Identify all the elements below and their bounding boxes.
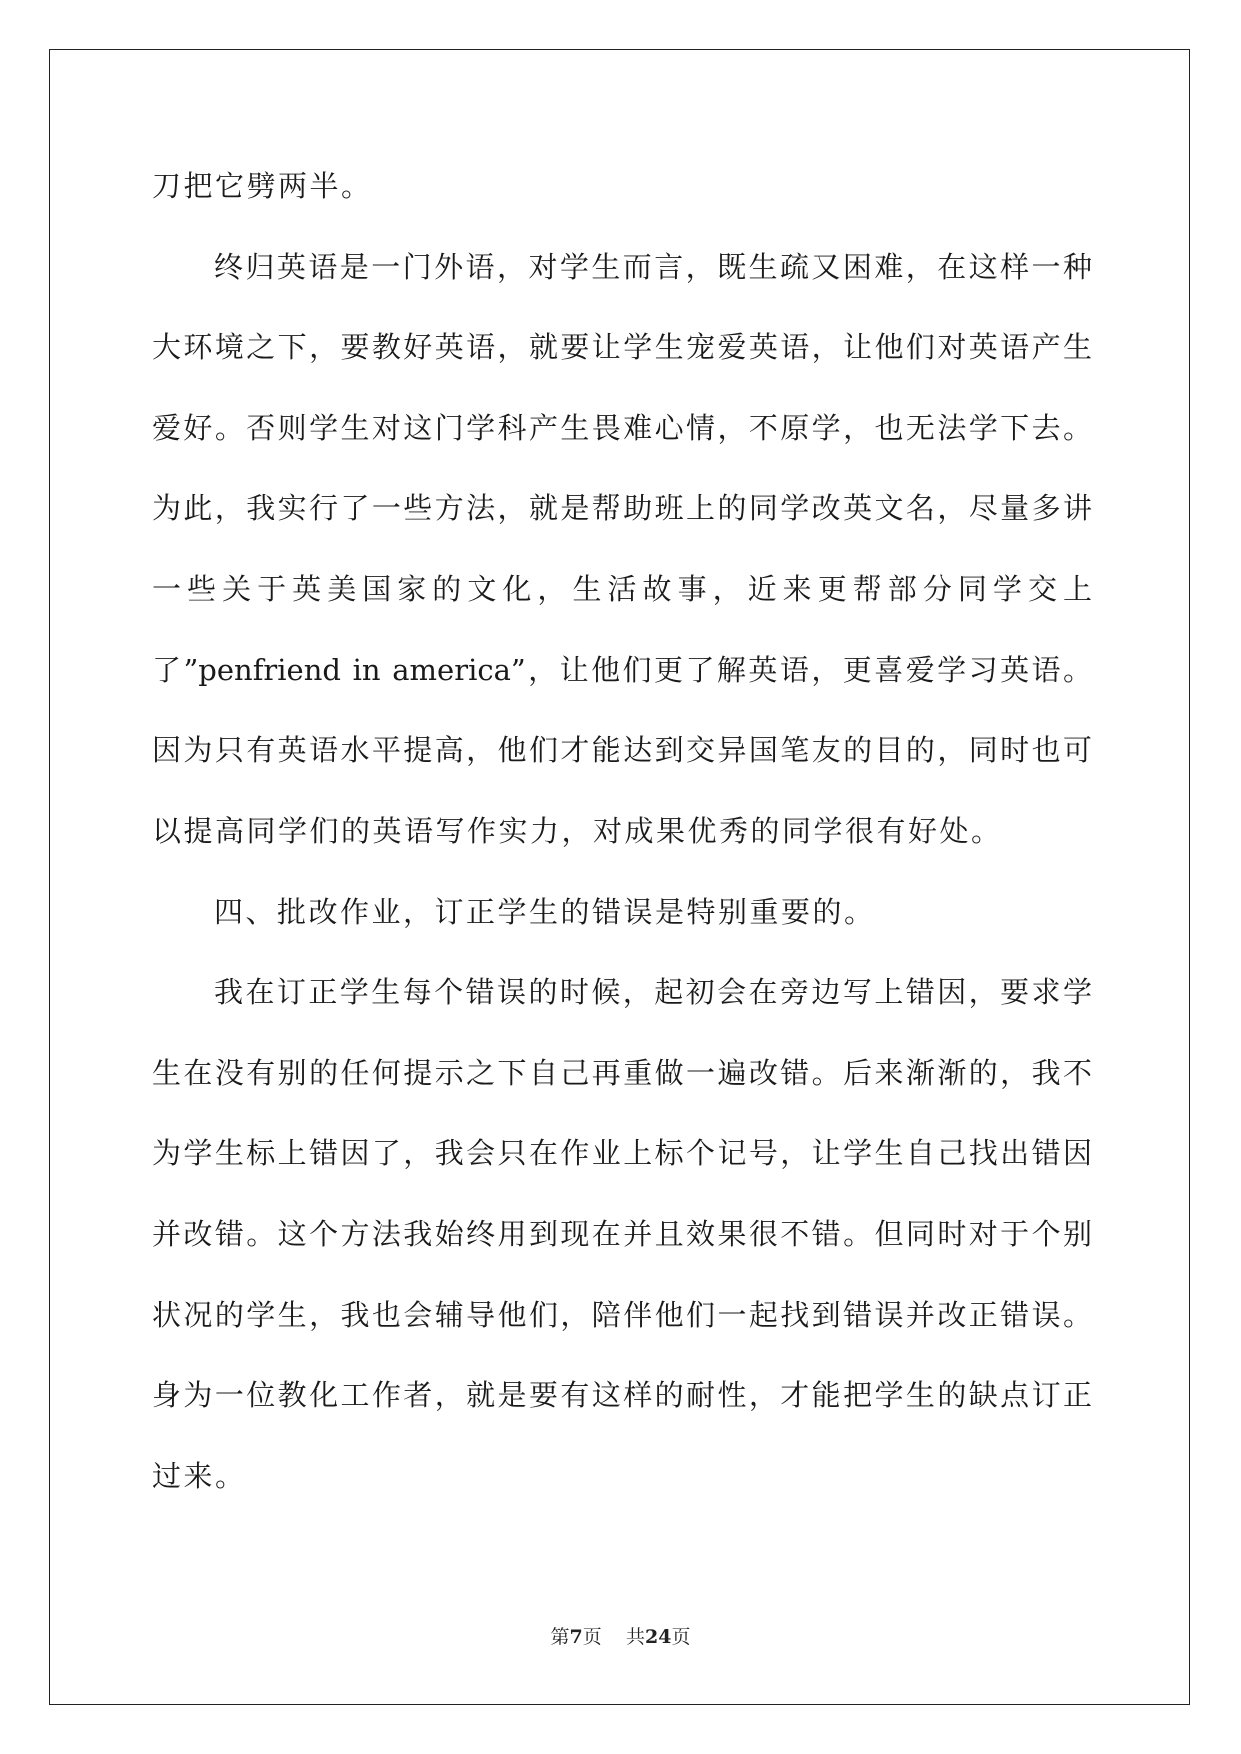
footer-page-suffix: 页 <box>582 1626 602 1648</box>
footer-total-suffix: 页 <box>671 1626 691 1648</box>
text-line: 了”penfriend in america”，让他们更了解英语，更喜爱学习英语。 <box>152 653 1092 687</box>
text-line: 刀把它劈两半。 <box>152 169 373 203</box>
text-line: 爱好。否则学生对这门学科产生畏难心情，不原学，也无法学下去。 <box>152 411 1092 445</box>
footer-page-number: 7 <box>569 1626 583 1648</box>
text-line: 并改错。这个方法我始终用到现在并且效果很不错。但同时对于个别 <box>152 1217 1092 1251</box>
text-line: 生在没有别的任何提示之下自己再重做一遍改错。后来渐渐的，我不 <box>152 1056 1092 1090</box>
section-heading: 四、批改作业，订正学生的错误是特别重要的。 <box>214 895 876 929</box>
text-line: 我在订正学生每个错误的时候，起初会在旁边写上错因，要求学 <box>214 975 1092 1009</box>
page-footer <box>0 1622 1241 1649</box>
footer-total-prefix: 共 <box>625 1626 645 1648</box>
text-line: 状况的学生，我也会辅导他们，陪伴他们一起找到错误并改正错误。 <box>152 1298 1092 1332</box>
text-line: 过来。 <box>152 1459 247 1493</box>
footer-total-pages: 24 <box>644 1626 672 1648</box>
footer-page-prefix: 第 <box>550 1626 570 1648</box>
text-line: 以提高同学们的英语写作实力，对成果优秀的同学很有好处。 <box>152 814 1003 848</box>
text-line: 为学生标上错因了，我会只在作业上标个记号，让学生自己找出错因 <box>152 1136 1092 1170</box>
text-line: 终归英语是一门外语，对学生而言，既生疏又困难，在这样一种 <box>214 250 1092 284</box>
text-line: 大环境之下，要教好英语，就要让学生宠爱英语，让他们对英语产生 <box>152 330 1092 364</box>
text-line: 为此，我实行了一些方法，就是帮助班上的同学改英文名，尽量多讲 <box>152 491 1092 525</box>
text-line: 一些关于英美国家的文化，生活故事，近来更帮部分同学交上 <box>152 572 1092 606</box>
text-line: 因为只有英语水平提高，他们才能达到交异国笔友的目的，同时也可 <box>152 733 1092 767</box>
text-line: 身为一位教化工作者，就是要有这样的耐性，才能把学生的缺点订正 <box>152 1378 1092 1412</box>
